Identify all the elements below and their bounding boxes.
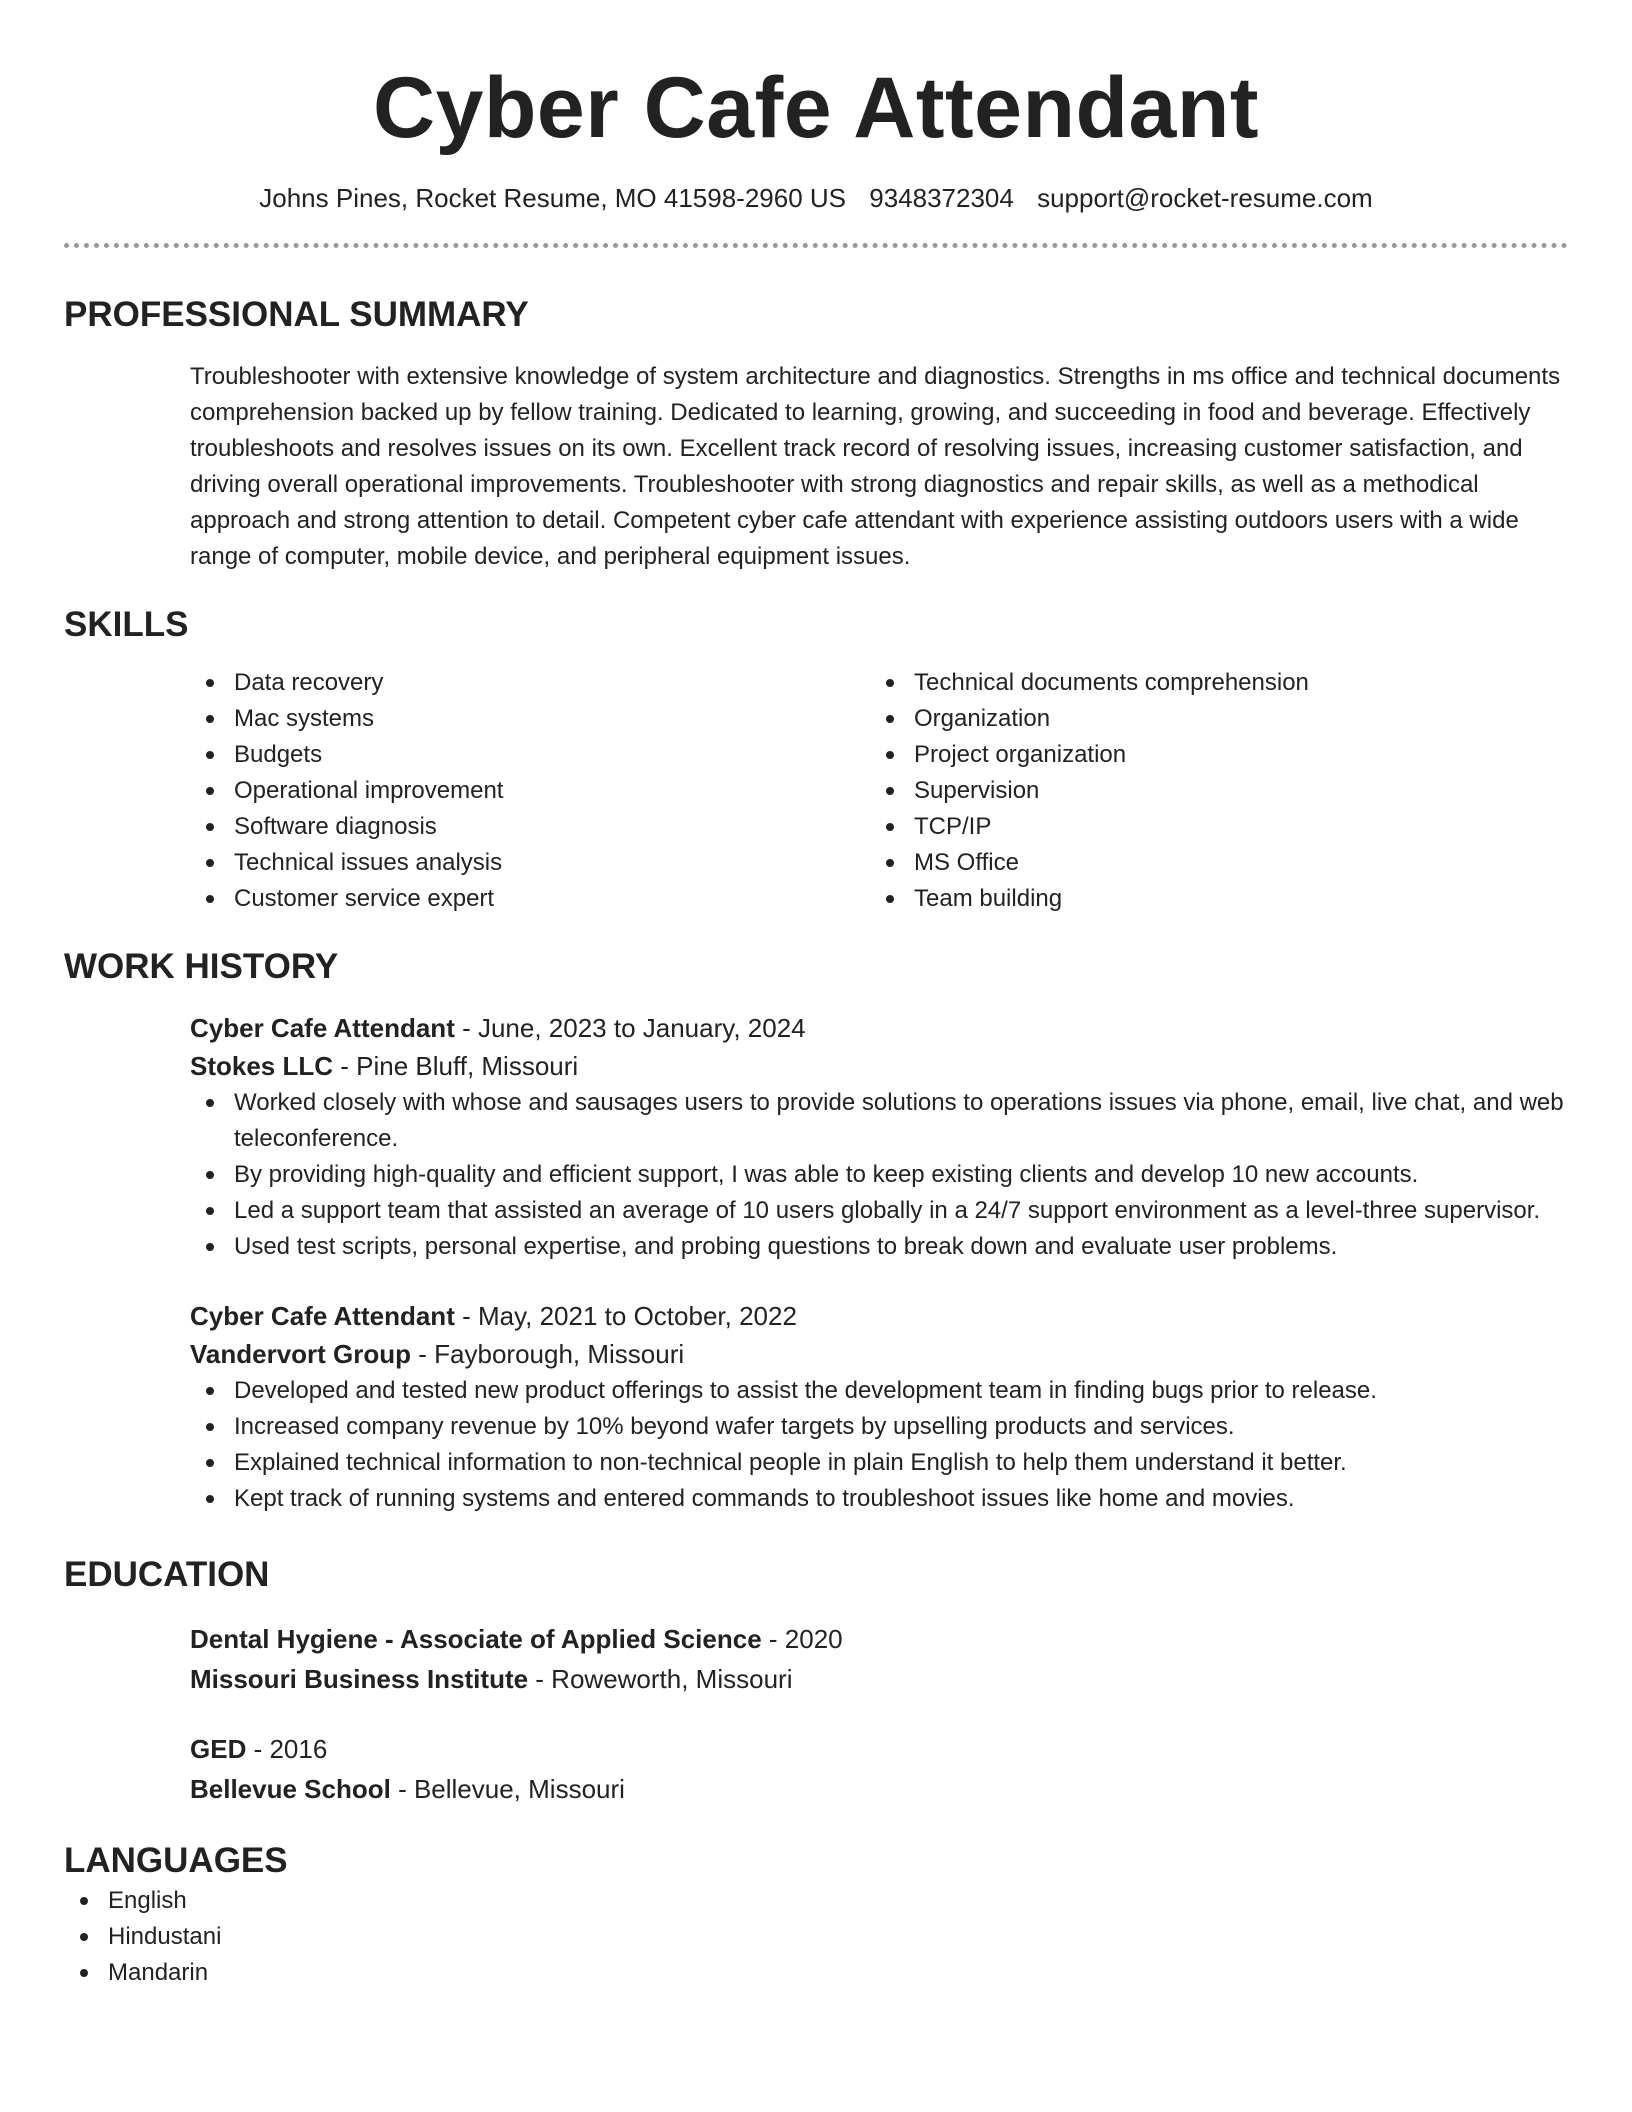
skill-item: Supervision (870, 773, 1550, 809)
education-school: Bellevue School (190, 1774, 391, 1804)
skills-column-right (870, 665, 1550, 917)
job-location: - Pine Bluff, Missouri (333, 1051, 579, 1081)
education-degree: Dental Hygiene - Associate of Applied Science (190, 1624, 762, 1654)
education-school-line (190, 1659, 1568, 1699)
skill-item: Budgets (190, 737, 870, 773)
skill-item: Project organization (870, 737, 1550, 773)
job-bullet: Explained technical information to non-technical people in plain English to help them understand it better. (190, 1445, 1580, 1481)
education-entry (190, 1619, 1568, 1699)
job-bullet: Worked closely with whose and sausages users to provide solutions to operations issues via phone, email, live chat, and web teleconference. (190, 1085, 1580, 1157)
languages-list (64, 1883, 1568, 1991)
skill-item: Operational improvement (190, 773, 870, 809)
skill-item: Customer service expert (190, 881, 870, 917)
skill-item: Team building (870, 881, 1550, 917)
job-entry (190, 1009, 1568, 1265)
job-company-line (190, 1047, 1568, 1085)
job-company: Stokes LLC (190, 1051, 334, 1081)
skill-item: MS Office (870, 845, 1550, 881)
resume-page (64, 0, 1568, 1991)
skills-list (190, 665, 1568, 917)
job-role: Cyber Cafe Attendant (190, 1301, 455, 1331)
header-divider (64, 243, 1568, 248)
job-bullet: Kept track of running systems and entered commands to troubleshoot issues like home and movies. (190, 1481, 1580, 1517)
education-location: - Bellevue, Missouri (390, 1774, 625, 1804)
skill-item: Mac systems (190, 701, 870, 737)
skills-column-left (190, 665, 870, 917)
job-bullet: Increased company revenue by 10% beyond wafer targets by upselling products and services. (190, 1409, 1580, 1445)
skill-item: Technical documents comprehension (870, 665, 1550, 701)
work-heading: WORK HISTORY (64, 947, 339, 986)
job-title-line (190, 1297, 1568, 1335)
language-item: Hindustani (64, 1919, 1568, 1955)
contact-email: support@rocket-resume.com (1037, 183, 1373, 213)
contact-address: Johns Pines, Rocket Resume, MO 41598-2960 US (259, 183, 847, 213)
languages-heading: LANGUAGES (64, 1841, 288, 1880)
skill-item: Organization (870, 701, 1550, 737)
education-year: - 2016 (246, 1734, 328, 1764)
resume-name: Cyber Cafe Attendant (372, 60, 1260, 156)
job-company-line (190, 1335, 1568, 1373)
skill-item: TCP/IP (870, 809, 1550, 845)
contact-line (64, 180, 1568, 216)
skill-item: Software diagnosis (190, 809, 870, 845)
job-bullet: Used test scripts, personal expertise, and probing questions to break down and evaluate user problems. (190, 1229, 1580, 1265)
job-role: Cyber Cafe Attendant (190, 1013, 455, 1043)
job-title-line (190, 1009, 1568, 1047)
job-dates: - May, 2021 to October, 2022 (454, 1301, 797, 1331)
education-year: - 2020 (761, 1624, 843, 1654)
contact-phone: 9348372304 (869, 183, 1014, 213)
education-degree-line (190, 1729, 1568, 1769)
summary-heading: PROFESSIONAL SUMMARY (64, 295, 529, 334)
education-school: Missouri Business Institute (190, 1664, 529, 1694)
education-school-line (190, 1769, 1568, 1809)
language-item: Mandarin (64, 1955, 1568, 1991)
education-degree: GED (190, 1734, 247, 1764)
job-bullet: By providing high-quality and efficient support, I was able to keep existing clients and develop 10 new accounts. (190, 1157, 1580, 1193)
job-bullets (190, 1373, 1580, 1517)
education-location: - Roweworth, Missouri (528, 1664, 793, 1694)
job-bullets (190, 1085, 1580, 1265)
skill-item: Data recovery (190, 665, 870, 701)
summary-text: Troubleshooter with extensive knowledge of system architecture and diagnostics. Strengths in ms office and technical documents comprehension backed up by fellow training. Dedicated to learning, growing, and succeeding in food and beverage. Effectively troubleshoots and resolves issues on its own. Excellent track record of resolving issues, increasing customer satisfaction, and driving overall operational improvements. Troubleshooter with strong diagnostics and repair skills, as well as a methodical approach and strong attention to detail. Competent cyber cafe attendant with experience assisting outdoors users with a wide range of computer, mobile device, and peripheral equipment issues. (190, 363, 1561, 570)
job-dates: - June, 2023 to January, 2024 (454, 1013, 806, 1043)
job-entry (190, 1297, 1568, 1517)
job-bullet: Led a support team that assisted an average of 10 users globally in a 24/7 support environment as a level-three supervisor. (190, 1193, 1580, 1229)
education-degree-line (190, 1619, 1568, 1659)
job-bullet: Developed and tested new product offerings to assist the development team in finding bugs prior to release. (190, 1373, 1580, 1409)
job-company: Vandervort Group (190, 1339, 412, 1369)
skills-heading: SKILLS (64, 605, 189, 644)
job-location: - Fayborough, Missouri (411, 1339, 685, 1369)
skill-item: Technical issues analysis (190, 845, 870, 881)
education-heading: EDUCATION (64, 1555, 270, 1594)
education-entry (190, 1729, 1568, 1809)
language-item: English (64, 1883, 1568, 1919)
